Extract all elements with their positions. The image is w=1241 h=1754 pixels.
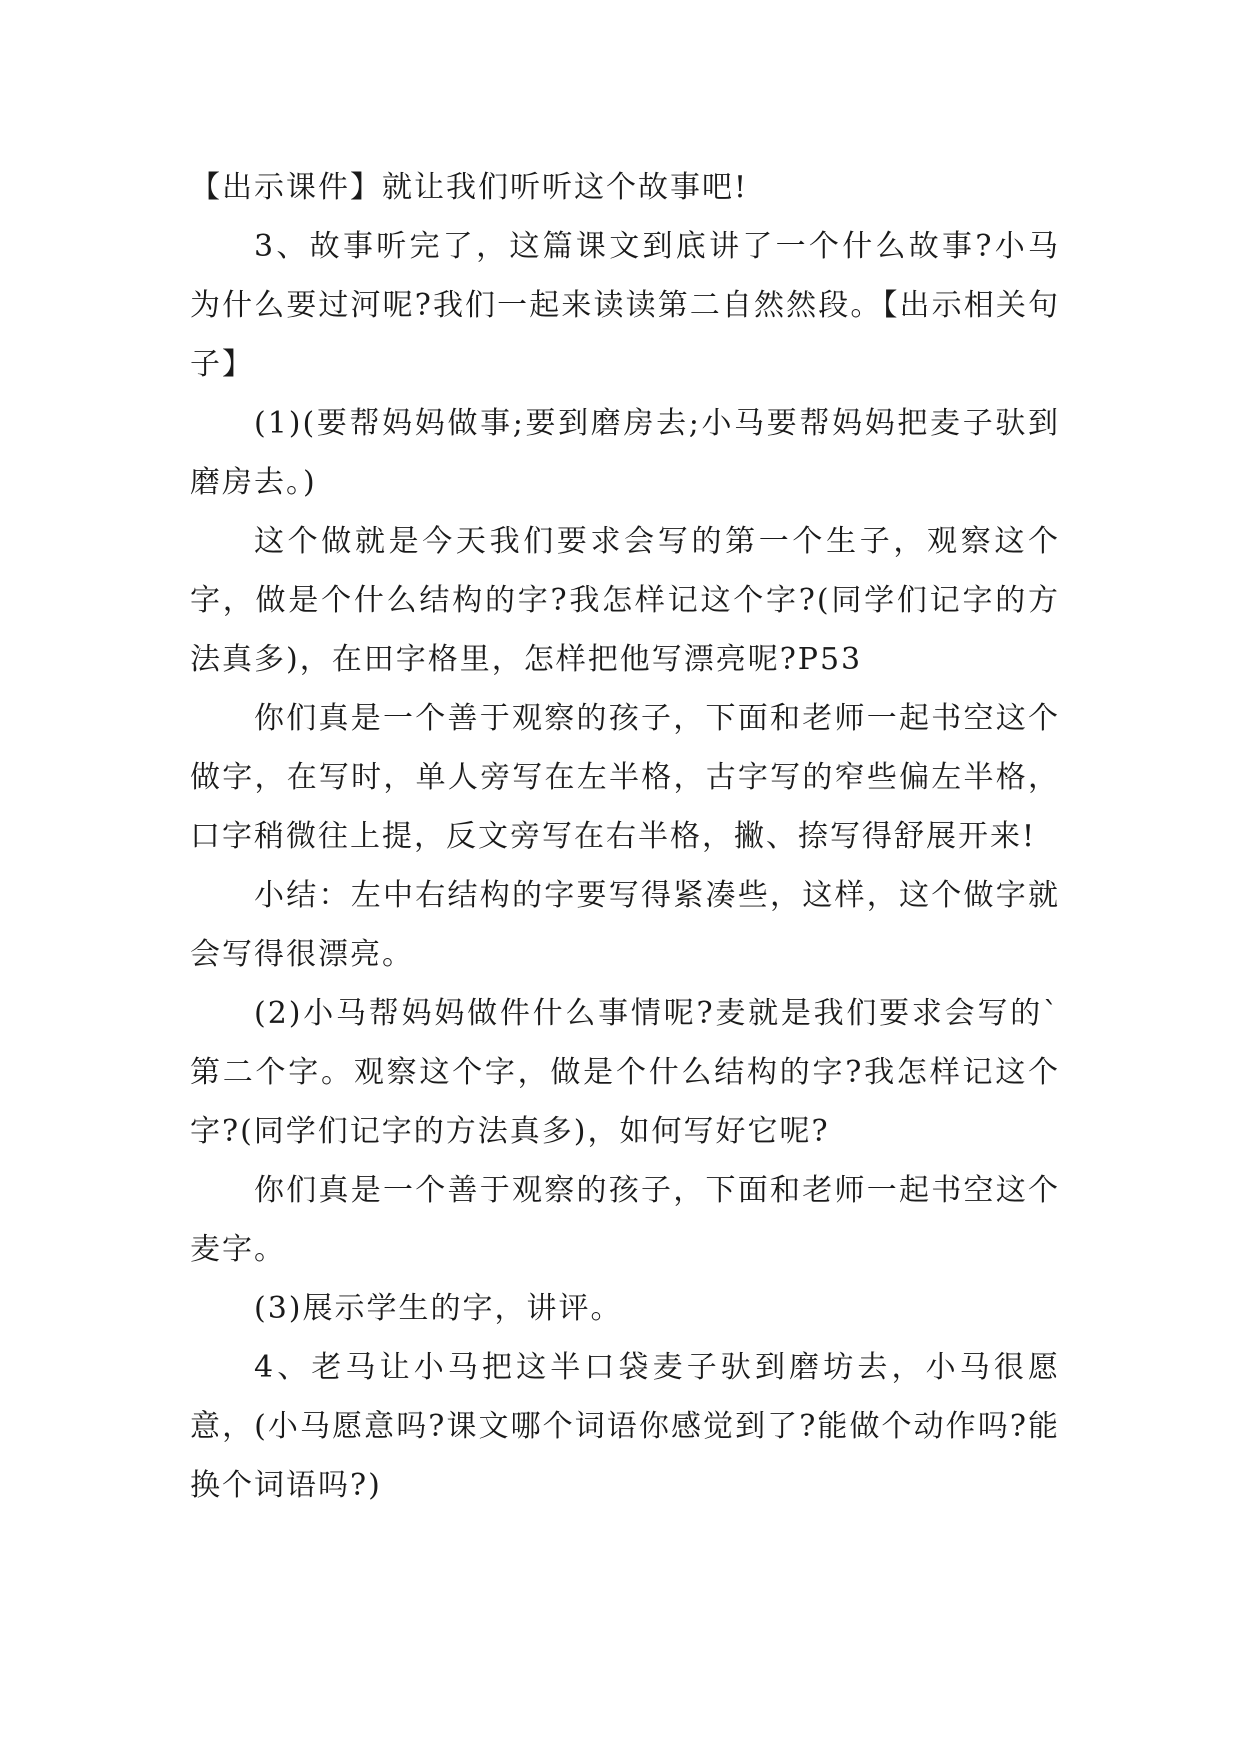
paragraph-7: (2)小马帮妈妈做件什么事情呢?麦就是我们要求会写的`第二个字。观察这个字，做是个什么结构的字?我怎样记这个字?(同学们记字的方法真多)，如何写好它呢?: [190, 996, 1060, 1149]
paragraph-9: (3)展示学生的字，讲评。: [254, 1291, 623, 1326]
paragraph-4: 这个做就是今天我们要求会写的第一个生子，观察这个字，做是个什么结构的字?我怎样记这个字?(同学们记字的方法真多)，在田字格里，怎样把他写漂亮呢?P53: [190, 524, 1060, 677]
document-body: [190, 158, 1060, 1515]
paragraph-1: 【出示课件】就让我们听听这个故事吧!: [190, 170, 749, 205]
paragraph-10: 4、老马让小马把这半口袋麦子驮到磨坊去，小马很愿意，(小马愿意吗?课文哪个词语你感觉到了?能做个动作吗?能换个词语吗?): [190, 1350, 1060, 1503]
paragraph-3: (1)(要帮妈妈做事;要到磨房去;小马要帮妈妈把麦子驮到磨房去。): [190, 406, 1060, 500]
paragraph-5: 你们真是一个善于观察的孩子，下面和老师一起书空这个做字，在写时，单人旁写在左半格，古字写的窄些偏左半格，口字稍微往上提，反文旁写在右半格，撇、捺写得舒展开来!: [190, 701, 1060, 854]
paragraph-8: 你们真是一个善于观察的孩子，下面和老师一起书空这个麦字。: [190, 1173, 1060, 1267]
paragraph-2: 3、故事听完了，这篇课文到底讲了一个什么故事?小马为什么要过河呢?我们一起来读读第二自然然段。【出示相关句子】: [190, 229, 1060, 382]
paragraph-6: 小结：左中右结构的字要写得紧凑些，这样，这个做字就会写得很漂亮。: [190, 878, 1060, 972]
